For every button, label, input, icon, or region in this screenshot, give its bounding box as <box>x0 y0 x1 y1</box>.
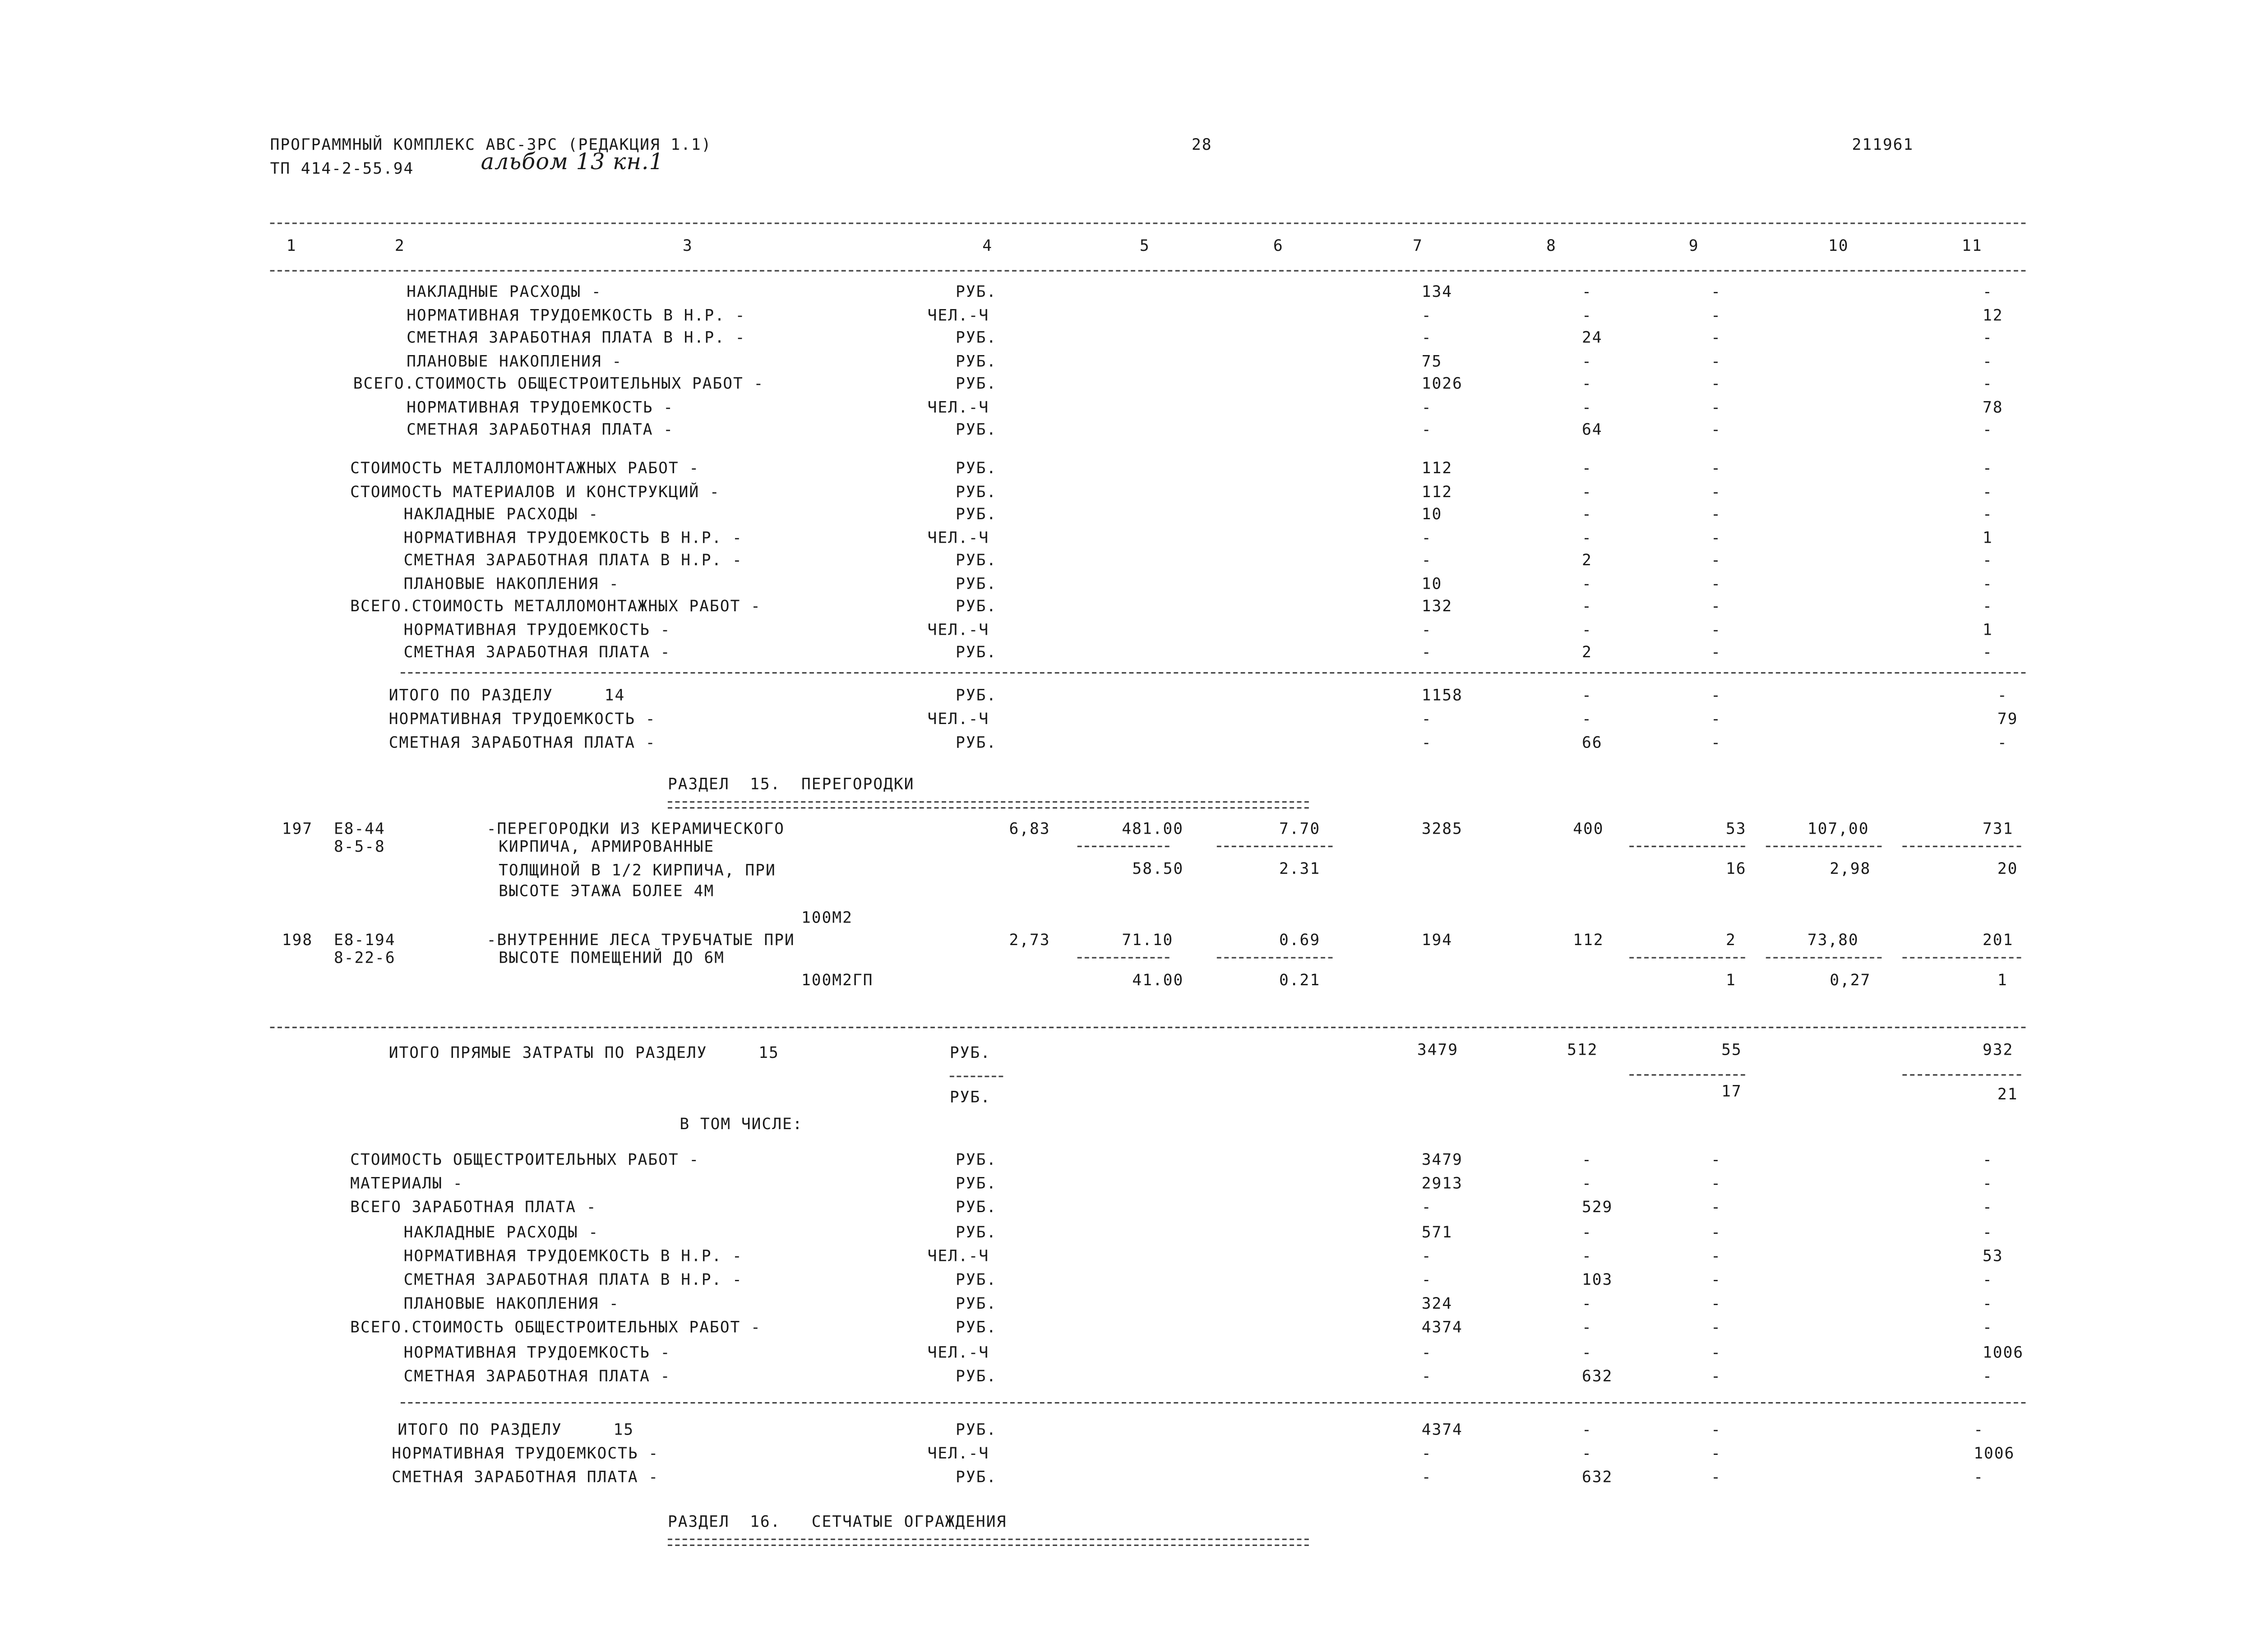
divider <box>1902 957 2021 958</box>
row-col-11: - <box>1982 1151 1993 1169</box>
divider <box>1077 957 1170 958</box>
row-unit: ЧЕЛ.-Ч <box>927 1343 989 1361</box>
row-col-8: - <box>1581 460 1592 478</box>
total-15-label: НОРМАТИВНАЯ ТРУДОЕМКОСТЬ - <box>392 1445 659 1463</box>
row-label: СМЕТНАЯ ЗАРАБОТНАЯ ПЛАТА - <box>407 421 674 439</box>
row-label: НАКЛАДНЫЕ РАСХОДЫ - <box>403 506 599 524</box>
row-col-9: - <box>1711 375 1721 393</box>
row-col-8: - <box>1581 283 1592 301</box>
row-col-11: - <box>1982 506 1993 524</box>
row-col-11: - <box>1982 483 1993 501</box>
item-description: ВЫСОТЕ ПОМЕЩЕНИЙ ДО 6М <box>499 949 725 968</box>
row-label: СТОИМОСТЬ МАТЕРИАЛОВ И КОНСТРУКЦИЙ - <box>350 483 720 501</box>
divider <box>270 270 2026 272</box>
section-title: РАЗДЕЛ 15. ПЕРЕГОРОДКИ <box>668 776 915 794</box>
column-header-1: 1 <box>286 237 297 255</box>
row-col-9: - <box>1711 598 1721 616</box>
double-divider <box>668 801 1309 808</box>
total-15-col-8: 632 <box>1581 1469 1613 1487</box>
row-col-8: - <box>1581 306 1592 324</box>
direct-total-c11-salary: 21 <box>1997 1086 2018 1104</box>
total-14-col-7: - <box>1421 711 1432 729</box>
row-col-8: - <box>1581 1223 1592 1241</box>
row-label: НОРМАТИВНАЯ ТРУДОЕМКОСТЬ В Н.Р. - <box>403 529 743 547</box>
row-col-9: - <box>1711 460 1721 478</box>
column-header-3: 3 <box>682 237 693 255</box>
row-unit: ЧЕЛ.-Ч <box>927 529 989 547</box>
divider <box>1629 1074 1745 1075</box>
row-col-9: - <box>1711 575 1721 593</box>
column-header-11: 11 <box>1961 237 1983 255</box>
divider <box>401 1402 2025 1403</box>
row-col-9: - <box>1711 1223 1721 1241</box>
item-quantity: 6,83 <box>1009 820 1050 839</box>
row-col-11: - <box>1982 1367 1993 1386</box>
divider <box>270 222 2026 224</box>
row-col-7: 571 <box>1421 1223 1453 1241</box>
row-col-7: - <box>1421 552 1432 570</box>
total-14-label: НОРМАТИВНАЯ ТРУДОЕМКОСТЬ - <box>388 711 656 729</box>
item-labor-b: 0,27 <box>1830 972 1871 990</box>
item-labor: 73,80 <box>1807 932 1859 950</box>
row-col-7: 10 <box>1421 575 1442 593</box>
total-14-unit: РУБ. <box>956 687 997 705</box>
direct-total-c11: 932 <box>1982 1041 2014 1060</box>
row-col-11: - <box>1982 421 1993 439</box>
total-14-col-9: - <box>1711 711 1721 729</box>
item-machine-price: 7.70 <box>1279 820 1321 839</box>
row-col-8: - <box>1581 1343 1592 1361</box>
total-14-unit: ЧЕЛ.-Ч <box>927 711 989 729</box>
item-labor-b: 2,98 <box>1830 860 1871 879</box>
divider <box>1217 846 1333 847</box>
row-col-11: - <box>1982 1295 1993 1314</box>
row-col-11: - <box>1982 375 1993 393</box>
row-unit: РУБ. <box>956 483 997 501</box>
item-labor-total: 201 <box>1982 932 2014 950</box>
row-col-9: - <box>1711 1271 1721 1290</box>
row-label: НАКЛАДНЫЕ РАСХОДЫ - <box>403 1223 599 1241</box>
row-col-11: 12 <box>1982 306 2003 324</box>
row-label: НОРМАТИВНАЯ ТРУДОЕМКОСТЬ В Н.Р. - <box>407 306 746 324</box>
row-col-8: - <box>1581 1175 1592 1193</box>
row-col-9: - <box>1711 329 1721 347</box>
item-unit: 100М2ГП <box>801 972 874 990</box>
total-15-col-7: - <box>1421 1445 1432 1463</box>
total-15-col-8: - <box>1581 1445 1592 1463</box>
row-label: ВСЕГО.СТОИМОСТЬ ОБЩЕСТРОИТЕЛЬНЫХ РАБОТ - <box>350 1320 761 1338</box>
row-col-11: - <box>1982 1271 1993 1290</box>
row-col-7: - <box>1421 329 1432 347</box>
row-col-8: - <box>1581 1151 1592 1169</box>
row-col-7: 10 <box>1421 506 1442 524</box>
total-15-unit: РУБ. <box>956 1469 997 1487</box>
row-unit: РУБ. <box>956 460 997 478</box>
row-col-8: - <box>1581 1247 1592 1265</box>
row-col-7: - <box>1421 1247 1432 1265</box>
row-col-7: 1026 <box>1421 375 1463 393</box>
row-col-7: 134 <box>1421 283 1453 301</box>
row-unit: РУБ. <box>956 1223 997 1241</box>
column-header-9: 9 <box>1688 237 1699 255</box>
total-14-col-8: - <box>1581 687 1592 705</box>
item-description: -ВНУТРЕННИЕ ЛЕСА ТРУБЧАТЫЕ ПРИ <box>486 932 795 950</box>
tp-code: ТП 414-2-55.94 <box>270 160 414 178</box>
item-unit-price: 71.10 <box>1122 932 1174 950</box>
row-col-9: - <box>1711 306 1721 324</box>
item-unit: 100М2 <box>801 909 853 928</box>
row-col-8: - <box>1581 352 1592 370</box>
total-15-col-7: - <box>1421 1469 1432 1487</box>
row-col-8: - <box>1581 575 1592 593</box>
item-quantity: 2,73 <box>1009 932 1050 950</box>
row-col-9: - <box>1711 1343 1721 1361</box>
section-title: РАЗДЕЛ 16. СЕТЧАТЫЕ ОГРАЖДЕНИЯ <box>668 1513 1007 1532</box>
in-that-number: В ТОМ ЧИСЛЕ: <box>680 1116 803 1134</box>
row-col-11: 78 <box>1982 398 2003 416</box>
item-machines: 53 <box>1725 820 1747 839</box>
row-unit: РУБ. <box>956 598 997 616</box>
row-unit: РУБ. <box>956 1320 997 1338</box>
row-col-11: - <box>1982 1223 1993 1241</box>
row-col-7: - <box>1421 1367 1432 1386</box>
row-col-9: - <box>1711 621 1721 639</box>
row-col-8: 24 <box>1581 329 1603 347</box>
item-machine-salary: 0.21 <box>1279 972 1321 990</box>
row-label: ВСЕГО.СТОИМОСТЬ МЕТАЛЛОМОНТАЖНЫХ РАБОТ - <box>350 598 761 616</box>
row-label: НОРМАТИВНАЯ ТРУДОЕМКОСТЬ - <box>407 398 674 416</box>
row-col-8: - <box>1581 529 1592 547</box>
row-label: НОРМАТИВНАЯ ТРУДОЕМКОСТЬ - <box>403 621 671 639</box>
total-14-col-9: - <box>1711 734 1721 752</box>
item-machine-price: 0.69 <box>1279 932 1321 950</box>
row-unit: ЧЕЛ.-Ч <box>927 621 989 639</box>
row-col-7: 2913 <box>1421 1175 1463 1193</box>
row-label: СМЕТНАЯ ЗАРАБОТНАЯ ПЛАТА В Н.Р. - <box>403 1271 743 1290</box>
total-15-col-9: - <box>1711 1421 1721 1440</box>
row-col-7: - <box>1421 1271 1432 1290</box>
row-unit: РУБ. <box>956 644 997 662</box>
total-14-col-9: - <box>1711 687 1721 705</box>
column-header-2: 2 <box>394 237 405 255</box>
row-col-11: - <box>1982 329 1993 347</box>
item-description: КИРПИЧА, АРМИРОВАННЫЕ <box>499 838 715 856</box>
direct-total-unit-2: РУБ. <box>949 1089 991 1107</box>
row-label: НОРМАТИВНАЯ ТРУДОЕМКОСТЬ - <box>403 1343 671 1361</box>
row-col-8: - <box>1581 483 1592 501</box>
row-col-9: - <box>1711 1295 1721 1314</box>
item-number: 198 <box>282 932 313 950</box>
page-number: 28 <box>1191 136 1212 155</box>
direct-total-label: ИТОГО ПРЯМЫЕ ЗАТРАТЫ ПО РАЗДЕЛУ 15 <box>388 1044 779 1062</box>
column-header-6: 6 <box>1273 237 1284 255</box>
total-14-col-7: - <box>1421 734 1432 752</box>
total-15-col-11: - <box>1974 1421 1984 1440</box>
row-col-8: 103 <box>1581 1271 1613 1290</box>
divider <box>401 672 2025 674</box>
item-unit-salary: 58.50 <box>1132 860 1184 879</box>
row-col-9: - <box>1711 506 1721 524</box>
row-col-9: - <box>1711 483 1721 501</box>
row-col-9: - <box>1711 1175 1721 1193</box>
row-col-8: 529 <box>1581 1199 1613 1218</box>
divider <box>1766 846 1882 847</box>
row-col-7: 112 <box>1421 483 1453 501</box>
direct-total-c8: 512 <box>1567 1041 1598 1060</box>
row-label: СМЕТНАЯ ЗАРАБОТНАЯ ПЛАТА - <box>403 1367 671 1386</box>
row-col-9: - <box>1711 529 1721 547</box>
total-15-col-11: - <box>1974 1469 1984 1487</box>
row-col-11: - <box>1982 644 1993 662</box>
total-14-col-11: - <box>1997 687 2008 705</box>
item-labor-total-b: 20 <box>1997 860 2018 879</box>
row-col-11: 1 <box>1982 621 1993 639</box>
row-col-8: 632 <box>1581 1367 1613 1386</box>
row-col-8: - <box>1581 375 1592 393</box>
direct-total-c7: 3479 <box>1417 1041 1458 1060</box>
row-unit: РУБ. <box>956 1367 997 1386</box>
row-unit: ЧЕЛ.-Ч <box>927 306 989 324</box>
total-14-label: ИТОГО ПО РАЗДЕЛУ 14 <box>388 687 625 705</box>
item-labor-total: 731 <box>1982 820 2014 839</box>
row-col-7: 75 <box>1421 352 1442 370</box>
divider <box>1902 1074 2021 1075</box>
row-unit: РУБ. <box>956 552 997 570</box>
row-col-9: - <box>1711 644 1721 662</box>
row-unit: РУБ. <box>956 421 997 439</box>
row-col-11: - <box>1982 352 1993 370</box>
divider <box>1629 846 1745 847</box>
row-unit: РУБ. <box>956 375 997 393</box>
row-unit: ЧЕЛ.-Ч <box>927 1247 989 1265</box>
row-unit: РУБ. <box>956 1175 997 1193</box>
divider <box>1629 957 1745 958</box>
row-col-9: - <box>1711 1199 1721 1218</box>
row-col-7: - <box>1421 1199 1432 1218</box>
total-15-col-9: - <box>1711 1445 1721 1463</box>
direct-total-c9-salary: 17 <box>1721 1083 1742 1101</box>
item-number: 197 <box>282 820 313 839</box>
total-15-col-8: - <box>1581 1421 1592 1440</box>
row-col-8: - <box>1581 621 1592 639</box>
total-14-unit: РУБ. <box>956 734 997 752</box>
row-col-8: 2 <box>1581 644 1592 662</box>
row-unit: РУБ. <box>956 1199 997 1218</box>
row-col-9: - <box>1711 352 1721 370</box>
row-unit: РУБ. <box>956 1271 997 1290</box>
item-materials: 112 <box>1573 932 1604 950</box>
handwritten-note: альбом 13 кн.1 <box>481 148 664 175</box>
item-code-2: 8-5-8 <box>334 838 385 856</box>
row-col-9: - <box>1711 283 1721 301</box>
row-col-7: 132 <box>1421 598 1453 616</box>
row-label: СМЕТНАЯ ЗАРАБОТНАЯ ПЛАТА В Н.Р. - <box>407 329 746 347</box>
row-label: ПЛАНОВЫЕ НАКОПЛЕНИЯ - <box>403 1295 619 1314</box>
row-col-9: - <box>1711 552 1721 570</box>
row-col-8: - <box>1581 506 1592 524</box>
row-col-11: 1006 <box>1982 1343 2024 1361</box>
total-14-label: СМЕТНАЯ ЗАРАБОТНАЯ ПЛАТА - <box>388 734 656 752</box>
row-col-7: 4374 <box>1421 1320 1463 1338</box>
total-14-col-11: 79 <box>1997 711 2018 729</box>
item-total: 3285 <box>1421 820 1463 839</box>
row-col-9: - <box>1711 1151 1721 1169</box>
row-col-8: 2 <box>1581 552 1592 570</box>
row-col-8: 64 <box>1581 421 1603 439</box>
row-col-7: - <box>1421 529 1432 547</box>
item-machines-salary: 1 <box>1725 972 1736 990</box>
column-header-8: 8 <box>1546 237 1557 255</box>
total-15-col-7: 4374 <box>1421 1421 1463 1440</box>
row-label: НАКЛАДНЫЕ РАСХОДЫ - <box>407 283 602 301</box>
row-label: МАТЕРИАЛЫ - <box>350 1175 463 1193</box>
total-15-col-9: - <box>1711 1469 1721 1487</box>
item-description: ТОЛЩИНОЙ В 1/2 КИРПИЧА, ПРИ <box>499 862 776 880</box>
row-col-7: 112 <box>1421 460 1453 478</box>
double-divider <box>668 1539 1309 1546</box>
item-code: Е8-44 <box>334 820 385 839</box>
column-header-4: 4 <box>982 237 993 255</box>
divider <box>1077 846 1170 847</box>
row-col-11: - <box>1982 552 1993 570</box>
row-col-7: - <box>1421 421 1432 439</box>
row-col-11: 1 <box>1982 529 1993 547</box>
row-label: СМЕТНАЯ ЗАРАБОТНАЯ ПЛАТА В Н.Р. - <box>403 552 743 570</box>
total-15-unit: РУБ. <box>956 1421 997 1440</box>
item-total: 194 <box>1421 932 1453 950</box>
item-machine-salary: 2.31 <box>1279 860 1321 879</box>
column-header-7: 7 <box>1413 237 1423 255</box>
row-col-11: - <box>1982 598 1993 616</box>
row-label: СТОИМОСТЬ МЕТАЛЛОМОНТАЖНЫХ РАБОТ - <box>350 460 700 478</box>
item-materials: 400 <box>1573 820 1604 839</box>
row-unit: РУБ. <box>956 329 997 347</box>
item-labor: 107,00 <box>1807 820 1869 839</box>
row-label: ВСЕГО ЗАРАБОТНАЯ ПЛАТА - <box>350 1199 597 1218</box>
item-code: Е8-194 <box>334 932 396 950</box>
row-label: ПЛАНОВЫЕ НАКОПЛЕНИЯ - <box>403 575 619 593</box>
total-15-label: ИТОГО ПО РАЗДЕЛУ 15 <box>398 1421 634 1440</box>
row-label: ВСЕГО.СТОИМОСТЬ ОБЩЕСТРОИТЕЛЬНЫХ РАБОТ - <box>353 375 764 393</box>
item-code-2: 8-22-6 <box>334 949 396 968</box>
total-15-col-11: 1006 <box>1974 1445 2015 1463</box>
row-col-7: 3479 <box>1421 1151 1463 1169</box>
total-14-col-8: 66 <box>1581 734 1603 752</box>
direct-total-c9: 55 <box>1721 1041 1742 1060</box>
row-unit: РУБ. <box>956 1295 997 1314</box>
divider <box>950 1075 1003 1077</box>
row-col-7: - <box>1421 621 1432 639</box>
program-title: ПРОГРАММНЫЙ КОМПЛЕКС АВС-3РС (РЕДАКЦИЯ 1.1) <box>270 136 712 155</box>
row-col-7: - <box>1421 644 1432 662</box>
row-col-11: - <box>1982 283 1993 301</box>
row-col-9: - <box>1711 421 1721 439</box>
row-col-7: 324 <box>1421 1295 1453 1314</box>
row-label: СМЕТНАЯ ЗАРАБОТНАЯ ПЛАТА - <box>403 644 671 662</box>
divider <box>1902 846 2021 847</box>
row-col-11: 53 <box>1982 1247 2003 1265</box>
row-col-11: - <box>1982 1320 1993 1338</box>
row-col-7: - <box>1421 306 1432 324</box>
document-id: 211961 <box>1852 136 1914 155</box>
row-unit: РУБ. <box>956 352 997 370</box>
row-col-9: - <box>1711 1247 1721 1265</box>
divider <box>1766 957 1882 958</box>
row-label: СТОИМОСТЬ ОБЩЕСТРОИТЕЛЬНЫХ РАБОТ - <box>350 1151 700 1169</box>
row-unit: РУБ. <box>956 575 997 593</box>
item-unit-price: 481.00 <box>1122 820 1184 839</box>
row-col-11: - <box>1982 1199 1993 1218</box>
row-unit: РУБ. <box>956 283 997 301</box>
column-header-5: 5 <box>1139 237 1150 255</box>
item-description: ВЫСОТЕ ЭТАЖА БОЛЕЕ 4М <box>499 882 715 901</box>
total-14-col-11: - <box>1997 734 2008 752</box>
column-header-10: 10 <box>1828 237 1849 255</box>
total-15-unit: ЧЕЛ.-Ч <box>927 1445 989 1463</box>
row-col-7: - <box>1421 398 1432 416</box>
direct-total-unit: РУБ. <box>949 1044 991 1062</box>
row-col-8: - <box>1581 598 1592 616</box>
total-15-label: СМЕТНАЯ ЗАРАБОТНАЯ ПЛАТА - <box>392 1469 659 1487</box>
row-unit: РУБ. <box>956 506 997 524</box>
row-col-8: - <box>1581 398 1592 416</box>
row-col-11: - <box>1982 1175 1993 1193</box>
item-machines: 2 <box>1725 932 1736 950</box>
item-unit-salary: 41.00 <box>1132 972 1184 990</box>
item-labor-total-b: 1 <box>1997 972 2008 990</box>
row-col-11: - <box>1982 460 1993 478</box>
row-col-9: - <box>1711 1367 1721 1386</box>
row-col-11: - <box>1982 575 1993 593</box>
row-label: НОРМАТИВНАЯ ТРУДОЕМКОСТЬ В Н.Р. - <box>403 1247 743 1265</box>
divider <box>270 1027 2026 1028</box>
item-description: -ПЕРЕГОРОДКИ ИЗ КЕРАМИЧЕСКОГО <box>486 820 785 839</box>
row-col-9: - <box>1711 1320 1721 1338</box>
row-unit: ЧЕЛ.-Ч <box>927 398 989 416</box>
row-col-8: - <box>1581 1320 1592 1338</box>
row-col-7: - <box>1421 1343 1432 1361</box>
total-14-col-7: 1158 <box>1421 687 1463 705</box>
row-label: ПЛАНОВЫЕ НАКОПЛЕНИЯ - <box>407 352 623 370</box>
row-col-8: - <box>1581 1295 1592 1314</box>
total-14-col-8: - <box>1581 711 1592 729</box>
item-machines-salary: 16 <box>1725 860 1747 879</box>
row-col-9: - <box>1711 398 1721 416</box>
row-unit: РУБ. <box>956 1151 997 1169</box>
divider <box>1217 957 1333 958</box>
